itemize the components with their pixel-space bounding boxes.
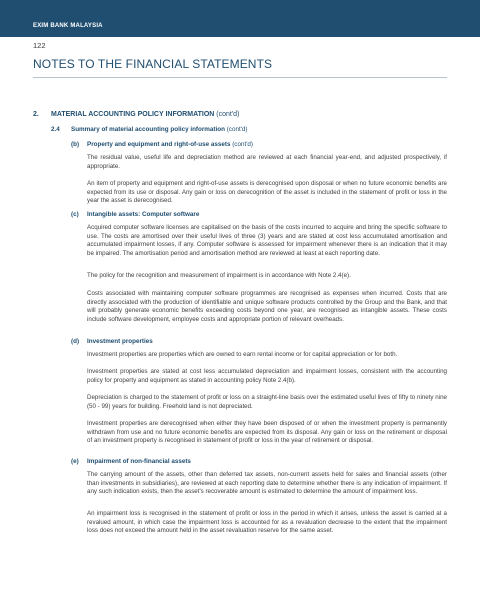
- item-d-paragraph-4: Investment properties are derecognised when either they have been disposed of or when the investment property is permanently withdrawn from use and no future economic benefits are expected from its disposal. Any gain or loss on the retirement or disposal of an investment property is recognised in statement of profit or loss in the year of retirement or disposal.: [87, 420, 447, 445]
- subsection-title: [71, 126, 248, 133]
- item-d-paragraph-2: Investment properties are stated at cost less accumulated depreciation and impairment losses, consistent with the accounting policy for property and equipment as stated in accounting policy Note 2.4(b).: [87, 368, 447, 384]
- section-title-text: MATERIAL ACCOUNTING POLICY INFORMATION: [51, 111, 215, 118]
- item-e-paragraph-1: The carrying amount of the assets, other than deferred tax assets, non-current assets held for sales and financial assets (other than investments in subsidiaries), are reviewed at each reporting date to determine whether there is any indication of impairment. If any such indication exists, then the asset's recoverable amount is estimated to determine the amount of impairment loss.: [87, 471, 447, 496]
- header-bar: [0, 0, 480, 37]
- item-c-title: Intangible assets: Computer software: [87, 211, 200, 218]
- page-number: 122: [33, 41, 46, 50]
- item-c-paragraph-1: Acquired computer software licenses are capitalised on the basis of the costs incurred to acquire and bring the specific software to use. The costs are amortised over their useful lives of three (3) years and are stated at cost less accumulated amortisation and accumulated impairment losses, if any. Computer software is assessed for impairment whenever there is an indication that it may be impaired. The amortisation period and amortisation method are reviewed at least at each reporting date.: [87, 224, 447, 257]
- item-b-cont: (cont'd): [230, 141, 254, 148]
- item-b-title-text: Property and equipment and right-of-use assets: [87, 141, 231, 148]
- item-b-letter: (b): [71, 141, 80, 148]
- item-c-paragraph-3: Costs associated with maintaining computer software programmes are recognised as expenses when incurred. Costs that are directly associated with the production of identifiable and unique software products controlled by the Group and the Bank, and that will probably generate economic benefits exceeding costs beyond one year, are recognised as intangible assets. These costs include software development, employee costs and appropriate portion of relevant overheads.: [87, 290, 447, 323]
- item-d-letter: (d): [71, 338, 80, 345]
- item-b-paragraph-1: The residual value, useful life and depreciation method are reviewed at each financial year-end, and adjusted prospectively, if appropriate.: [87, 154, 447, 170]
- section-number: 2.: [33, 111, 39, 118]
- item-d-title: Investment properties: [87, 338, 153, 345]
- item-b-paragraph-2: An item of property and equipment and right-of-use assets is derecognised upon disposal or when no future economic benefits are expected from its use or disposal. Any gain or loss on derecognition of the asset is included in the statement of profit or loss in the year the asset is derecognised.: [87, 180, 447, 205]
- item-e-title: Impairment of non-financial assets: [87, 458, 191, 465]
- item-e-paragraph-2: An impairment loss is recognised in the statement of profit or loss in the period in which it arises, unless the asset is carried at a revalued amount, in which case the impairment loss is accounted for as a revaluation decrease to the extent that the impairment loss does not exceed the amount held in the asset revaluation reserve for the same asset.: [87, 510, 447, 535]
- page-title: NOTES TO THE FINANCIAL STATEMENTS: [33, 57, 273, 71]
- section-cont: (cont'd): [214, 111, 240, 118]
- subsection-number: 2.4: [51, 126, 60, 133]
- subsection-title-text: Summary of material accounting policy information: [71, 126, 225, 133]
- item-c-letter: (c): [71, 211, 79, 218]
- item-e-letter: (e): [71, 458, 79, 465]
- item-d-paragraph-3: Depreciation is charged to the statement of profit or loss on a straight-line basis over the estimated useful lives of fifty to ninety nine (50 - 99) years for building. Freehold land is not depreciated.: [87, 394, 447, 410]
- item-d-paragraph-1: Investment properties are properties which are owned to earn rental income or for capital appreciation or for both.: [87, 351, 398, 358]
- item-b-title: [87, 141, 253, 148]
- brand-name: EXIM BANK MALAYSIA: [33, 23, 103, 29]
- subsection-cont: (cont'd): [224, 126, 248, 133]
- section-title: [51, 111, 239, 118]
- title-divider: [33, 77, 447, 78]
- item-c-paragraph-2: The policy for the recognition and measurement of impairment is in accordance with Note 2.4(e).: [87, 272, 351, 279]
